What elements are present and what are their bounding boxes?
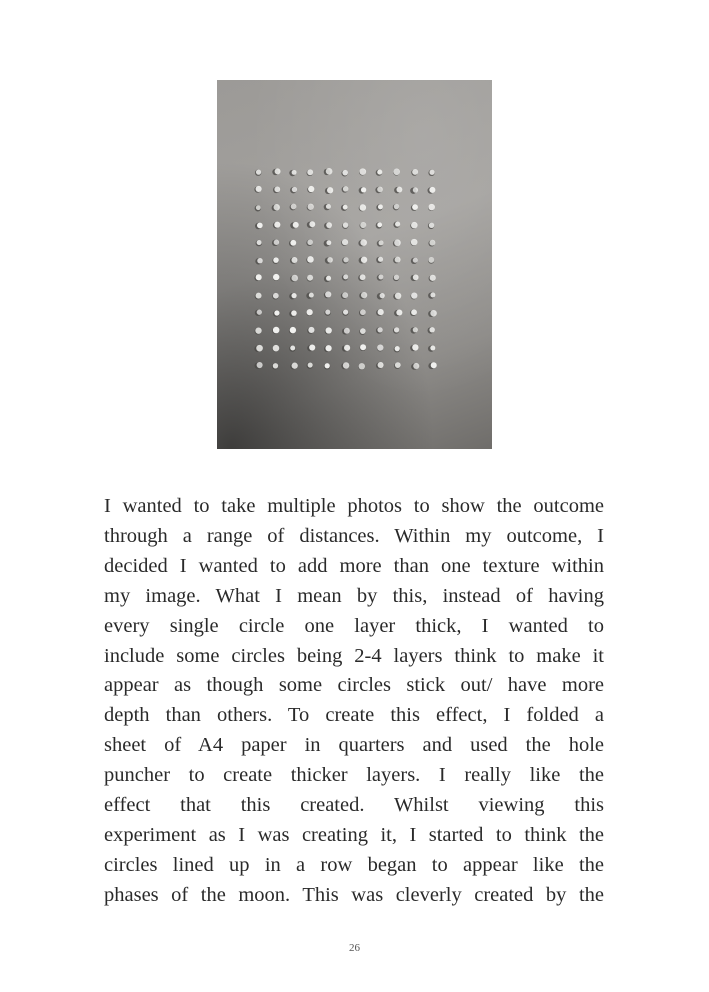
punched-hole [410,309,417,316]
punched-hole [411,292,418,299]
punched-hole [272,327,279,334]
punched-hole [376,204,383,210]
punched-hole [307,169,314,176]
paragraph-line: phases of the moon. This was cleverly created by the [104,883,604,906]
punched-hole [307,344,315,351]
punched-hole [376,257,383,263]
punched-hole [254,362,262,369]
punched-hole [394,309,402,316]
punched-hole [393,293,401,300]
punched-hole [342,222,348,229]
paragraph-line: sheet of A4 paper in quarters and used the hole [104,734,604,757]
paragraph-line: include some circles being 2-4 layers think to make it [104,644,604,667]
punched-hole [359,309,366,316]
punched-hole [428,257,434,264]
punched-hole [360,344,367,351]
punched-hole [376,309,384,316]
punched-hole [325,327,332,334]
punched-hole [255,310,262,316]
punched-hole [324,276,331,282]
punched-hole [324,168,333,175]
punched-hole [358,274,365,281]
punched-hole [358,363,365,370]
punched-hole [393,275,399,282]
punched-hole [289,240,296,247]
paragraph-line: I wanted to take multiple photos to show the outcome [104,495,604,517]
punched-hole [428,362,436,369]
punched-hole [341,205,348,211]
hole-punched-paper-photo [217,80,492,449]
punched-hole [359,204,366,211]
punched-hole [428,345,435,351]
punched-hole [411,274,419,281]
punched-hole [410,327,417,333]
paragraph-line: depth than others. To create this effect, I folded a [104,704,604,727]
punched-hole [306,309,312,316]
punched-hole [341,239,348,246]
punched-hole [410,344,418,351]
punched-hole [273,274,280,281]
punched-hole [272,293,278,300]
punched-hole [341,292,348,299]
punched-hole [359,292,367,299]
body-paragraph [104,492,604,911]
punched-hole [393,239,401,246]
punched-hole [289,327,296,334]
punched-hole [342,186,349,193]
punched-hole [290,275,298,282]
punched-hole [411,169,418,176]
paragraph-line: through a range of distances. Within my outcome, I [104,524,604,547]
punched-hole [375,187,382,194]
punched-hole [255,169,261,175]
punched-hole [254,274,261,281]
punched-hole [411,363,419,370]
paragraph-line: experiment as I was creating it, I started to think the [104,823,604,846]
punched-hole [393,168,400,175]
punched-hole [272,168,280,175]
punched-hole [394,362,401,369]
paragraph-line: puncher to create thicker layers. I really like the [104,764,604,787]
punched-hole [324,363,330,369]
punched-hole [428,292,435,298]
punched-hole [290,204,297,211]
punched-hole [428,170,434,176]
punched-hole [272,204,280,211]
punched-hole [324,222,332,229]
punched-hole [411,204,418,211]
punched-hole [428,240,435,247]
punched-hole [307,221,315,228]
punched-hole [307,204,314,211]
punched-hole [376,222,382,228]
punched-hole [376,362,384,369]
punched-hole [324,291,331,298]
paragraph-line: my image. What I mean by this, instead of having [104,584,604,607]
punched-hole [393,222,400,228]
paragraph-line: circles lined up in a row began to appear like the [104,853,604,876]
punched-holes-grid [217,80,492,449]
punched-hole [256,240,262,246]
punched-hole [272,240,279,247]
punched-hole [342,328,350,335]
punched-hole [289,345,295,351]
punched-hole [254,345,263,352]
punched-hole [393,257,400,264]
punched-hole [342,274,348,280]
punched-hole [359,328,365,335]
punched-hole [427,187,435,194]
punched-hole [273,222,281,229]
punched-hole [289,310,297,317]
punched-hole [358,239,367,246]
punched-hole [255,205,261,211]
punched-hole [393,327,399,333]
punched-hole [324,204,331,210]
punched-hole [342,309,348,315]
punched-hole [307,275,313,282]
paragraph-line: appear as though some circles stick out/ have more [104,674,604,697]
punched-hole [255,293,262,300]
punched-hole [410,187,418,193]
punched-hole [377,293,385,299]
punched-hole [428,204,435,211]
punched-hole [273,310,280,316]
punched-hole [272,363,278,369]
punched-hole [306,293,313,299]
punched-hole [393,204,399,210]
punched-hole [394,346,400,352]
punched-hole [429,275,436,282]
paragraph-line: decided I wanted to add more than one texture within [104,554,604,577]
punched-hole [360,222,367,229]
punched-hole [255,223,263,230]
punched-hole [307,186,314,193]
punched-hole [377,344,384,351]
punched-hole [290,363,298,370]
paragraph-line: effect that this created. Whilst viewing this [104,794,604,817]
punched-hole [428,223,434,230]
punched-hole [255,258,262,265]
punched-hole [254,186,261,193]
punched-hole [290,187,297,193]
punched-hole [290,257,297,264]
punched-hole [289,293,296,299]
punched-hole [359,187,367,193]
punched-hole [341,362,349,369]
punched-hole [376,327,383,333]
punched-hole [306,256,313,263]
punched-hole [307,327,314,334]
punched-hole [410,222,417,229]
punched-hole [255,327,262,334]
punched-hole [306,239,313,246]
punched-hole [376,169,383,175]
punched-hole [290,222,299,229]
punched-hole [325,257,333,264]
punched-hole [410,239,417,246]
punched-hole [341,170,348,177]
page-number: 26 [349,942,360,954]
punched-hole [377,274,384,280]
punched-hole [342,345,350,352]
punched-hole [377,240,384,246]
paragraph-line: every single circle one layer thick, I wanted to [104,614,604,637]
punched-hole [307,362,313,368]
punched-hole [342,257,349,263]
punched-hole [273,186,280,193]
punched-hole [411,258,418,264]
punched-hole [427,327,434,334]
punched-hole [324,309,330,315]
punched-hole [324,345,332,352]
punched-hole [394,187,402,194]
punched-hole [325,187,333,194]
punched-hole [324,240,332,246]
punched-hole [272,257,278,264]
punched-hole [289,170,296,176]
punched-hole [359,257,368,264]
punched-hole [272,345,279,352]
punched-hole [428,310,437,317]
punched-hole [359,168,366,175]
